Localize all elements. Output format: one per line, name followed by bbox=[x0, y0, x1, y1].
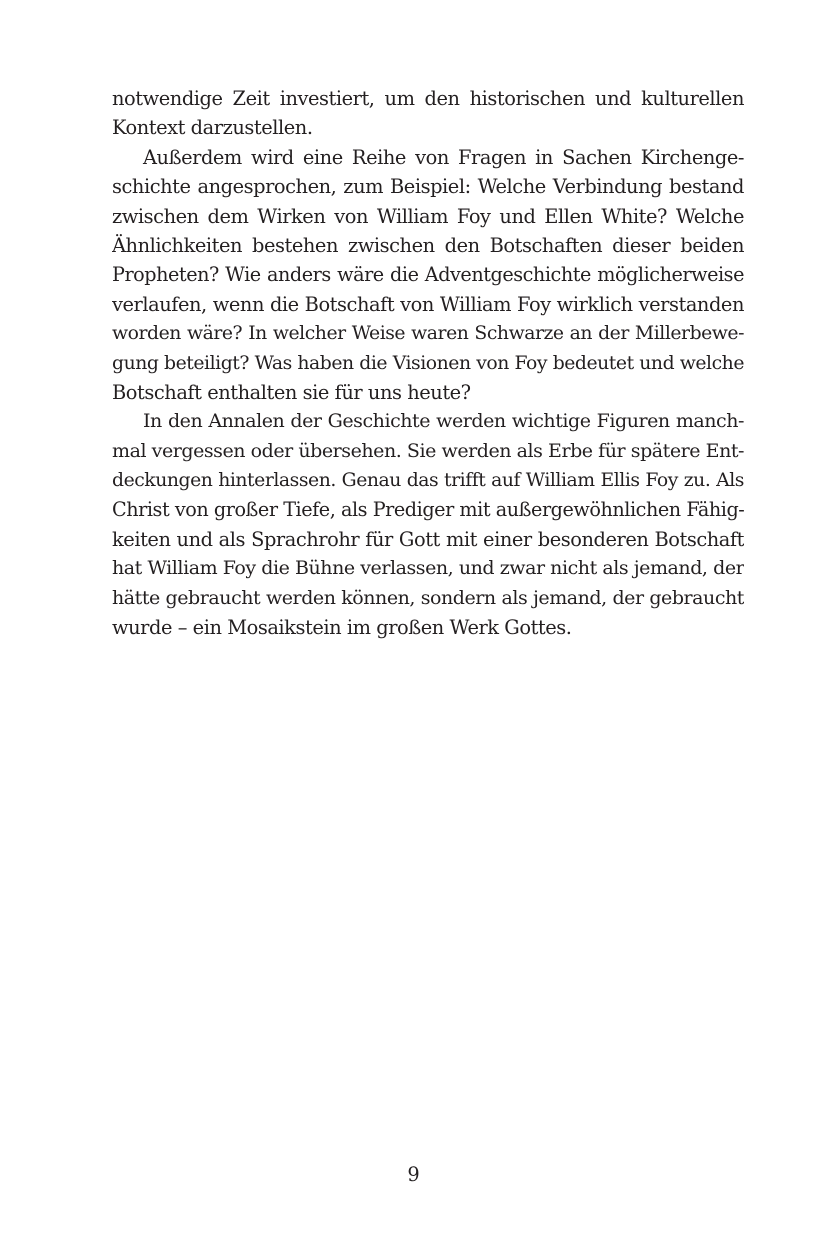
text-line: deckungen hinterlassen. Genau das trifft auf William Ellis Foy zu. Als bbox=[112, 470, 744, 492]
paragraph-1 bbox=[112, 84, 744, 143]
paragraph-2 bbox=[112, 143, 744, 408]
text-line: gung beteiligt? Was haben die Visionen von Foy bedeutet und welche bbox=[112, 352, 744, 374]
text-line: Kontext darzustellen. bbox=[112, 116, 313, 140]
text-line: mal vergessen oder übersehen. Sie werden als Erbe für spätere Ent- bbox=[112, 439, 744, 462]
body-text bbox=[112, 84, 744, 642]
text-line: Botschaft enthalten sie für uns heute? bbox=[112, 380, 471, 404]
text-line: schichte angesprochen, zum Beispiel: Welche Verbindung bestand bbox=[112, 175, 744, 199]
text-line: zwischen dem Wirken von William Foy und Ellen White? Welche bbox=[112, 204, 744, 228]
text-line: notwendige Zeit investiert, um den historischen und kulturellen bbox=[112, 87, 744, 110]
text-line: Christ von großer Tiefe, als Prediger mit außergewöhnlichen Fähig- bbox=[112, 498, 744, 522]
text-line: hat William Foy die Bühne verlassen, und zwar nicht als jemand, der bbox=[112, 557, 744, 580]
text-line: hätte gebraucht werden können, sondern als jemand, der gebraucht bbox=[112, 586, 744, 609]
text-line: wurde – ein Mosaikstein im großen Werk Gottes. bbox=[112, 616, 572, 640]
paragraph-3 bbox=[112, 407, 744, 642]
text-line: keiten und als Sprachrohr für Gott mit einer besonderen Botschaft bbox=[112, 527, 744, 551]
text-line: worden wäre? In welcher Weise waren Schwarze an der Millerbewe- bbox=[112, 323, 744, 345]
page-number: 9 bbox=[407, 1163, 420, 1186]
text-line: In den Annalen der Geschichte werden wichtige Figuren manch- bbox=[143, 410, 744, 433]
text-line: Propheten? Wie anders wäre die Adventgeschichte möglicherweise bbox=[112, 263, 744, 287]
text-line: Ähnlichkeiten bestehen zwischen den Botschaften dieser beiden bbox=[112, 233, 744, 257]
text-line: Außerdem wird eine Reihe von Fragen in Sachen Kirchenge- bbox=[143, 145, 744, 169]
text-line: verlaufen, wenn die Botschaft von William Foy wirklich verstanden bbox=[112, 292, 744, 316]
